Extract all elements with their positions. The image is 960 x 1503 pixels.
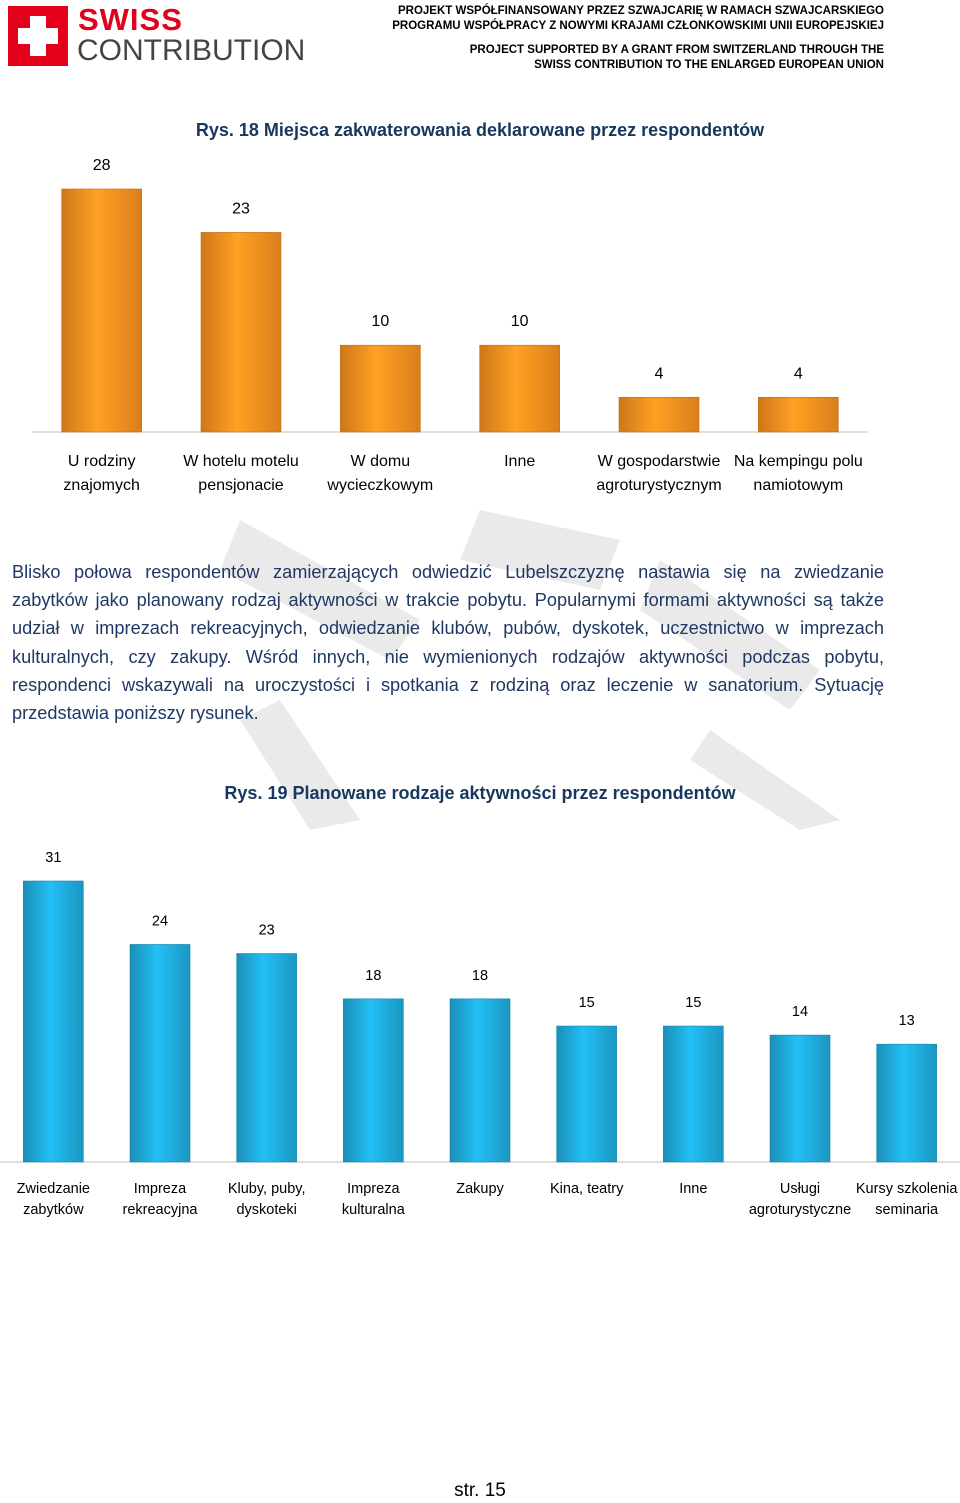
- category-label-4-line-1: Inne: [504, 453, 536, 470]
- category-label-1-line-2: znajomych: [63, 477, 140, 494]
- category-label-2-line-2: pensjonacie: [198, 477, 284, 494]
- category-label-5-line-2: agroturystycznym: [596, 477, 722, 494]
- figure-18-title: Rys. 18 Miejsca zakwaterowania deklarowane przez respondentów: [195, 120, 765, 140]
- category-label-1-line-1: Zwiedzanie: [16, 1181, 91, 1197]
- data-label-3: 23: [258, 922, 275, 939]
- category-label-4-line-1: Impreza: [347, 1181, 400, 1197]
- category-label-2-line-1: W hotelu motelu: [183, 453, 299, 470]
- bar-1: [62, 189, 142, 432]
- activities-bar-chart: [0, 835, 960, 1225]
- header-project-en: [470, 43, 884, 73]
- data-label-6: 4: [793, 365, 803, 383]
- header-line-1: PROJEKT WSPÓŁFINANSOWANY PRZEZ SZWAJCARIĘ W RAMACH SZWAJCARSKIEGO: [397, 5, 884, 17]
- category-label-1-line-1: U rodziny: [67, 453, 136, 470]
- category-label-3-line-1: Kluby, puby,: [227, 1181, 306, 1197]
- bar-6: [758, 397, 838, 432]
- data-label-7: 15: [685, 995, 702, 1012]
- data-label-5: 4: [654, 365, 664, 383]
- header-line-4: SWISS CONTRIBUTION TO THE ENLARGED EUROPEAN UNION: [534, 59, 884, 71]
- page-number: str. 15: [454, 1480, 506, 1501]
- data-label-1: 31: [45, 850, 62, 866]
- bar-3: [237, 954, 297, 1162]
- header-line-2: PROGRAMU WSPÓŁPRACY Z NOWYMI KRAJAMI CZŁONKOWSKIMI UNII EUROPEJSKIEJ: [392, 20, 884, 32]
- body-paragraph: Blisko połowa respondentów zamierzających odwiedzić Lubelszczyznę nastawia się na zwiedzanie zabytków jako planowany rodzaj aktywności w trakcie pobytu. Popularnymi formami aktywności są także udział w imprezach rekreacyjnych, odwiedzanie klubów, pubów, dyskotek, uczestnictwo w imprezach kulturalnych, czy zakupy. Wśród innych, nie wymienionych rodzajów aktywności podczas pobytu, respondenci wskazywali na uroczystości i spotkania z rodziną oraz leczenie w sanatorium. Sytuację przedstawia poniższy rysunek.: [12, 562, 884, 724]
- bar-5: [450, 999, 510, 1162]
- category-label-6-line-1: Na kempingu polu: [733, 453, 863, 470]
- category-label-4-line-2: kulturalna: [341, 1202, 405, 1218]
- category-label-5-line-1: Zakupy: [456, 1181, 504, 1197]
- category-label-3-line-2: dyskoteki: [236, 1202, 297, 1218]
- header-line-3: PROJECT SUPPORTED BY A GRANT FROM SWITZERLAND THROUGH THE: [469, 44, 884, 56]
- data-label-6: 15: [578, 995, 595, 1012]
- data-label-8: 14: [791, 1004, 809, 1021]
- logo-swiss-text: SWISS: [78, 2, 183, 37]
- category-label-8-line-1: Usługi: [779, 1181, 821, 1197]
- data-label-2: 24: [151, 913, 169, 930]
- bar-9: [877, 1044, 937, 1162]
- category-label-2-line-2: rekreacyjna: [122, 1202, 198, 1218]
- bar-6: [557, 1026, 617, 1162]
- category-label-9-line-2: seminaria: [875, 1202, 939, 1218]
- swiss-cross-icon: [8, 6, 68, 66]
- bar-1: [23, 881, 83, 1162]
- data-label-3: 10: [371, 313, 390, 331]
- category-label-1-line-2: zabytków: [23, 1202, 84, 1218]
- bar-4: [343, 999, 403, 1162]
- category-label-3-line-1: W domu: [350, 453, 411, 470]
- bar-2: [130, 944, 190, 1162]
- category-label-6-line-2: namiotowym: [753, 477, 844, 494]
- accommodation-bar-chart: [30, 150, 910, 505]
- category-label-2-line-1: Impreza: [133, 1181, 187, 1197]
- category-label-3-line-2: wycieczkowym: [327, 477, 434, 494]
- bar-8: [770, 1035, 830, 1162]
- header-project-pl: [392, 4, 884, 34]
- data-label-5: 18: [471, 967, 489, 984]
- data-label-1: 28: [92, 157, 111, 174]
- bar-2: [201, 232, 281, 432]
- bar-4: [480, 345, 560, 432]
- bar-7: [663, 1026, 723, 1162]
- category-label-6-line-1: Kina, teatry: [549, 1181, 624, 1197]
- logo-contribution-text: CONTRIBUTION: [77, 34, 306, 67]
- data-label-2: 23: [232, 200, 250, 218]
- category-label-9-line-1: Kursy szkolenia: [855, 1181, 958, 1197]
- category-label-8-line-2: agroturystyczne: [748, 1202, 852, 1218]
- bar-5: [619, 397, 699, 432]
- figure-19-title: Rys. 19 Planowane rodzaje aktywności przez respondentów: [224, 783, 736, 803]
- data-label-9: 13: [898, 1013, 915, 1030]
- category-label-5-line-1: W gospodarstwie: [597, 453, 721, 470]
- bar-3: [340, 345, 420, 432]
- data-label-4: 18: [365, 967, 382, 984]
- category-label-7-line-1: Inne: [679, 1181, 708, 1197]
- data-label-4: 10: [510, 313, 529, 331]
